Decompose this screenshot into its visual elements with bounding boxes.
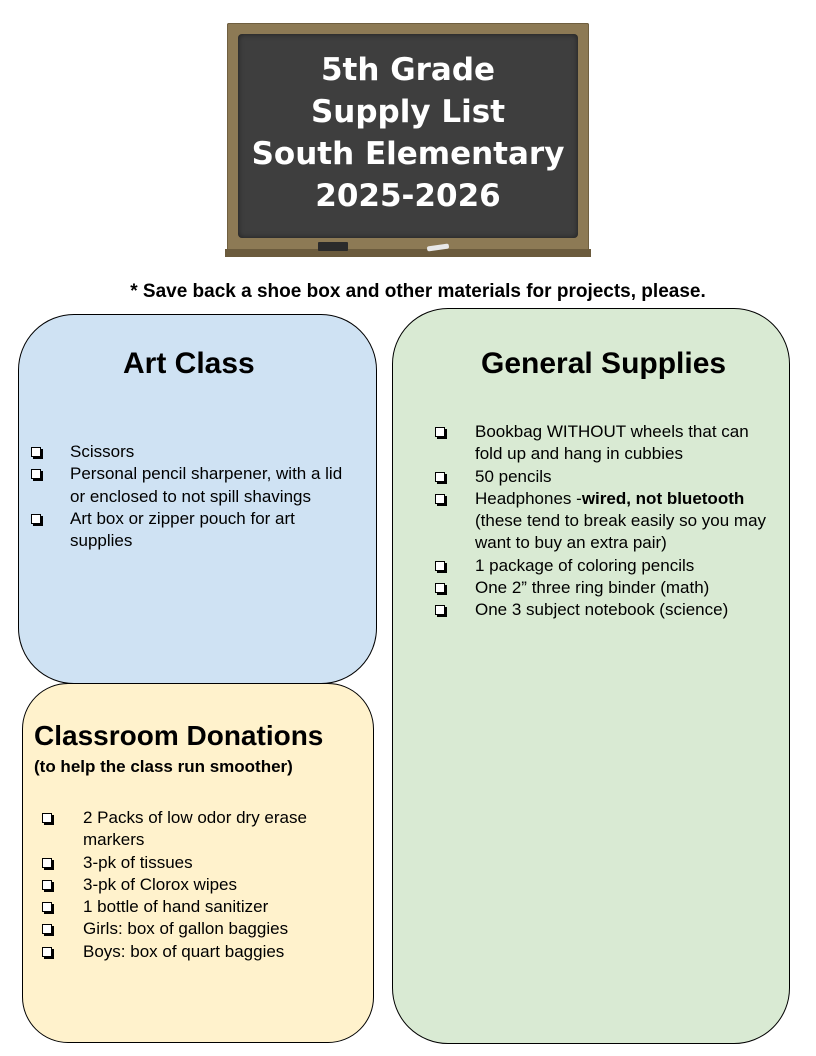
chalkboard-header (227, 23, 589, 257)
classroom-donations-title: Classroom Donations (34, 720, 324, 751)
projects-note: * Save back a shoe box and other materials for projects, please. (130, 281, 706, 302)
title-line-list: Supply List (310, 94, 506, 130)
eraser-icon (318, 242, 348, 251)
checkbox-icon (31, 469, 41, 479)
list-item: Girls: box of gallon baggies (42, 918, 342, 940)
chalk-ledge (225, 249, 591, 257)
title-line-school: South Elementary (251, 136, 565, 172)
list-item: One 2” three ring binder (math) (435, 577, 780, 599)
list-item: Boys: box of quart baggies (42, 941, 342, 963)
list-item: 3-pk of tissues (42, 852, 342, 874)
checkbox-icon (435, 427, 445, 437)
checkbox-icon (42, 813, 52, 823)
list-item: Personal pencil sharpener, with a lid or enclosed to not spill shavings (31, 463, 361, 508)
classroom-donations-list (42, 807, 342, 963)
checkbox-icon (42, 880, 52, 890)
title-line-grade: 5th Grade (320, 52, 496, 88)
list-item: Art box or zipper pouch for art supplies (31, 508, 361, 553)
checkbox-icon (42, 858, 52, 868)
list-item: 1 package of coloring pencils (435, 555, 780, 577)
list-item: 50 pencils (435, 466, 780, 488)
art-class-panel (18, 314, 377, 684)
list-item: Bookbag WITHOUT wheels that can fold up and hang in cubbies (435, 421, 780, 466)
checkbox-icon (42, 902, 52, 912)
headphones-not-bluetooth: not bluetooth (635, 488, 745, 508)
title-line-year: 2025-2026 (315, 178, 501, 214)
page-title (238, 49, 578, 217)
list-item: 2 Packs of low odor dry erase markers (42, 807, 342, 852)
list-item: 3-pk of Clorox wipes (42, 874, 342, 896)
checkbox-icon (435, 561, 445, 571)
headphones-separator: , (626, 488, 636, 508)
list-item: 1 bottle of hand sanitizer (42, 896, 342, 918)
classroom-donations-subtitle: (to help the class run smoother) (34, 757, 293, 776)
general-supplies-list (435, 421, 780, 622)
general-supplies-title: General Supplies (481, 347, 727, 380)
art-class-list (31, 441, 361, 552)
checkbox-icon (435, 472, 445, 482)
list-item: Scissors (31, 441, 361, 463)
list-item: One 3 subject notebook (science) (435, 599, 780, 621)
checkbox-icon (42, 947, 52, 957)
headphones-note: (these tend to break easily so you may want to buy an extra pair) (475, 511, 767, 553)
list-item-headphones (435, 488, 780, 555)
checkbox-icon (31, 514, 41, 524)
classroom-donations-panel (22, 683, 374, 1043)
headphones-wired: wired (581, 488, 627, 508)
general-supplies-panel (392, 308, 790, 1044)
art-class-title: Art Class (123, 347, 255, 380)
checkbox-icon (435, 494, 445, 504)
headphones-prefix: Headphones - (475, 488, 582, 508)
checkbox-icon (31, 447, 41, 457)
checkbox-icon (42, 924, 52, 934)
checkbox-icon (435, 605, 445, 615)
checkbox-icon (435, 583, 445, 593)
